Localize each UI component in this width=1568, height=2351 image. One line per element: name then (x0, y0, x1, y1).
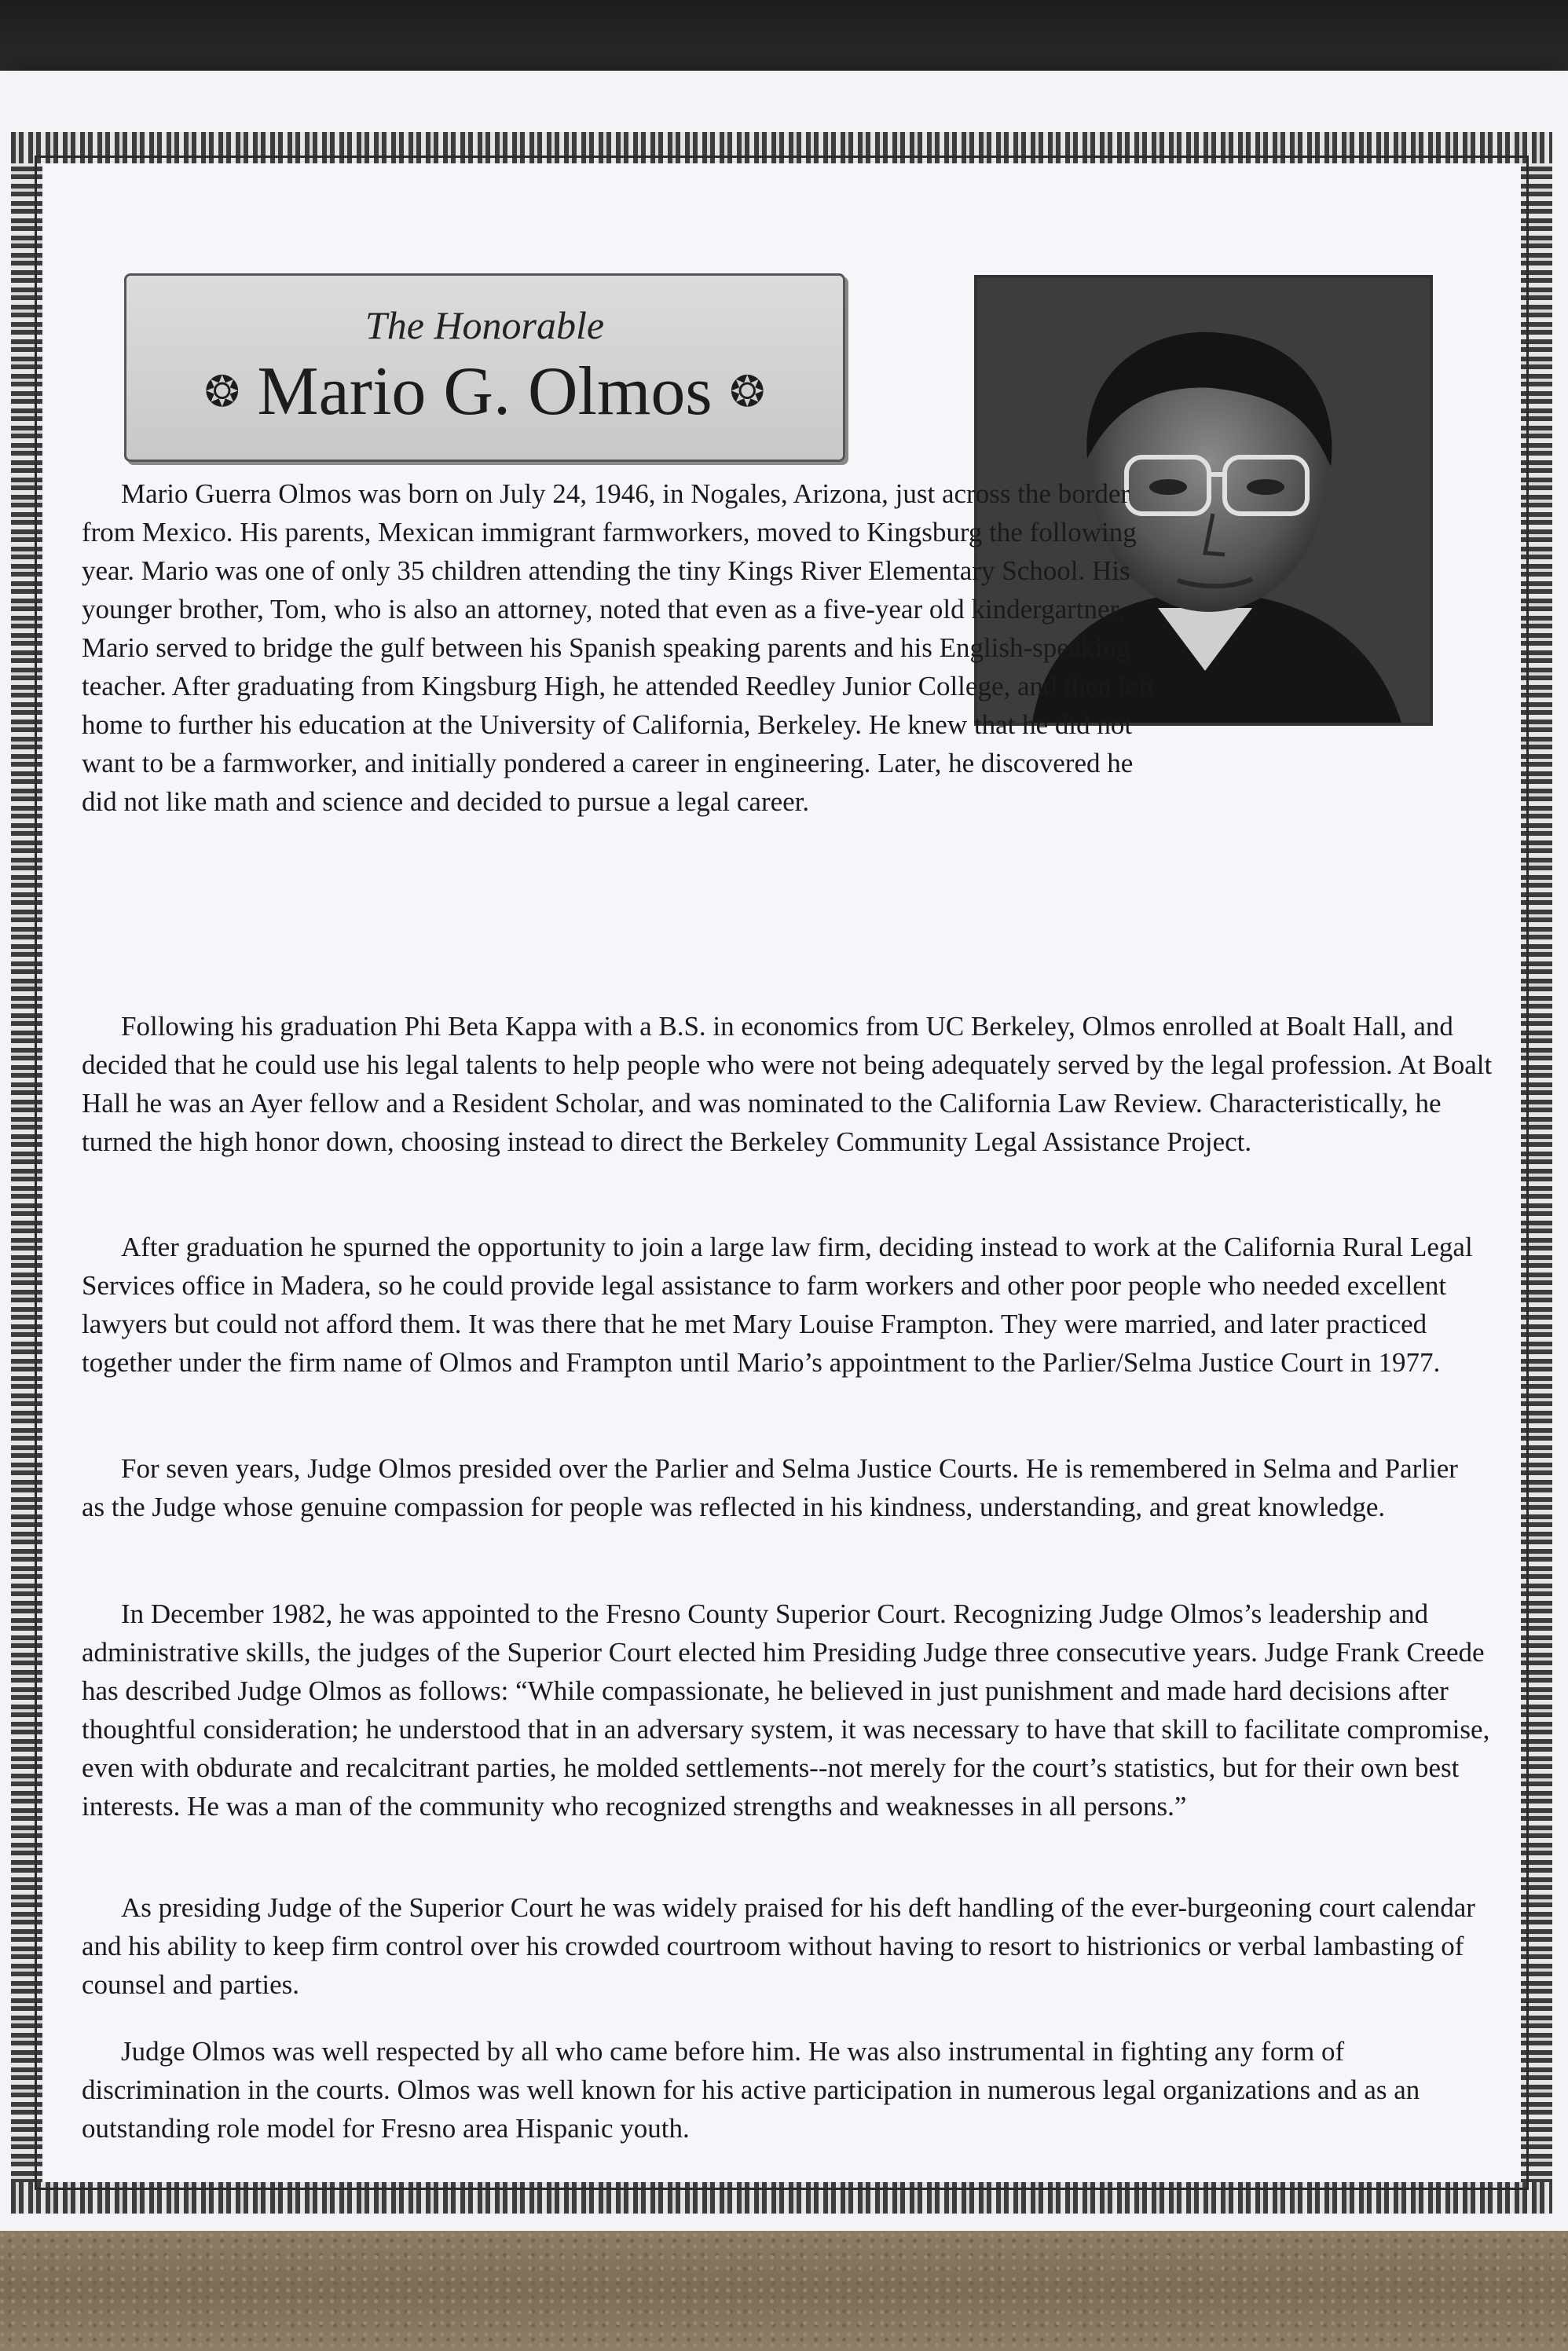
bio-paragraph-1 (82, 474, 1174, 821)
bio-paragraph-5 (82, 1595, 1511, 1826)
background-bottom (0, 2231, 1568, 2351)
ornament-left-icon: ❂ (204, 368, 240, 416)
bio-paragraph-6 (82, 1888, 1511, 2004)
paragraph-text: Judge Olmos was well respected by all who came before him. He was also instrumental in fighting any form of discrimination in the courts. Olmos was well known for his active participation in numerous legal organizations and as an outstanding role model for Fresno area Hispanic youth. (82, 2036, 1420, 2144)
paragraph-text: After graduation he spurned the opportunity to join a large law firm, deciding instead to work at the California Rural Legal Services office in Madera, so he could provide legal assistance to farm workers and other poor people who needed excellent lawyers but could not afford them. It was there that he met Mary Louise Frampton. They were married, and later practiced together under the firm name of Olmos and Frampton until Mario’s appointment to the Parlier/Selma Justice Court in 1977. (82, 1232, 1473, 1378)
paragraph-text: For seven years, Judge Olmos presided over the Parlier and Selma Justice Courts. He is remembered in Selma and Parlier as the Judge whose genuine compassion for people was reflected in his kindness, understanding, and great knowledge. (82, 1453, 1458, 1522)
ornament-right-icon: ❂ (729, 368, 765, 416)
title-name: Mario G. Olmos (257, 353, 713, 430)
paragraph-text: Following his graduation Phi Beta Kappa with a B.S. in economics from UC Berkeley, Olmos enrolled at Boalt Hall, and decided that he could use his legal talents to help people who were not being adequately served by the legal profession. At Boalt Hall he was an Ayer fellow and a Resident Scholar, and was nominated to the California Law Review. Characteristically, he turned the high honor down, choosing instead to direct the Berkeley Community Legal Assistance Project. (82, 1011, 1493, 1157)
title-plaque (124, 273, 845, 462)
bio-paragraph-3 (82, 1228, 1496, 1382)
title-honorific: The Honorable (365, 303, 605, 347)
page-title (126, 354, 843, 430)
paragraph-text: In December 1982, he was appointed to the Fresno County Superior Court. Recognizing Judge Olmos’s leadership and administrative skills, the judges of the Superior Court elected him Presiding Judge three consecutive years. Judge Frank Creede has described Judge Olmos as follows: “While compassionate, he believed in just punishment and made hard decisions after thoughtful consideration; he understood that in an adversary system, it was necessary to have that skill to facilitate compromise, even with obdurate and recalcitrant parties, he molded settlements--not merely for the court’s statistics, but for their own best interests. He was a man of the community who recognized strengths and weaknesses in all persons.” (82, 1598, 1490, 1822)
bio-paragraph-4 (82, 1449, 1480, 1526)
bio-paragraph-7 (82, 2032, 1480, 2148)
paragraph-text: As presiding Judge of the Superior Court he was widely praised for his deft handling of the ever-burgeoning court calendar and his ability to keep firm control over his crowded courtroom without having to resort to histrionics or verbal lambasting of counsel and parties. (82, 1892, 1475, 2000)
bio-paragraph-2 (82, 1007, 1511, 1161)
paragraph-text: Mario Guerra Olmos was born on July 24, 1946, in Nogales, Arizona, just across the border from Mexico. His parents, Mexican immigrant farmworkers, moved to Kingsburg the following year. Mario was one of only 35 children attending the tiny Kings River Elementary School. His younger brother, Tom, who is also an attorney, noted that even as a five-year old kindergartner, Mario served to bridge the gulf between his Spanish speaking parents and his English-speaking teacher. After graduating from Kingsburg High, he attended Reedley Junior College, and then left home to further his education at the University of California, Berkeley. He knew that he did not want to be a farmworker, and initially pondered a career in engineering. Later, he discovered he did not like math and science and decided to pursue a legal career. (82, 478, 1155, 817)
